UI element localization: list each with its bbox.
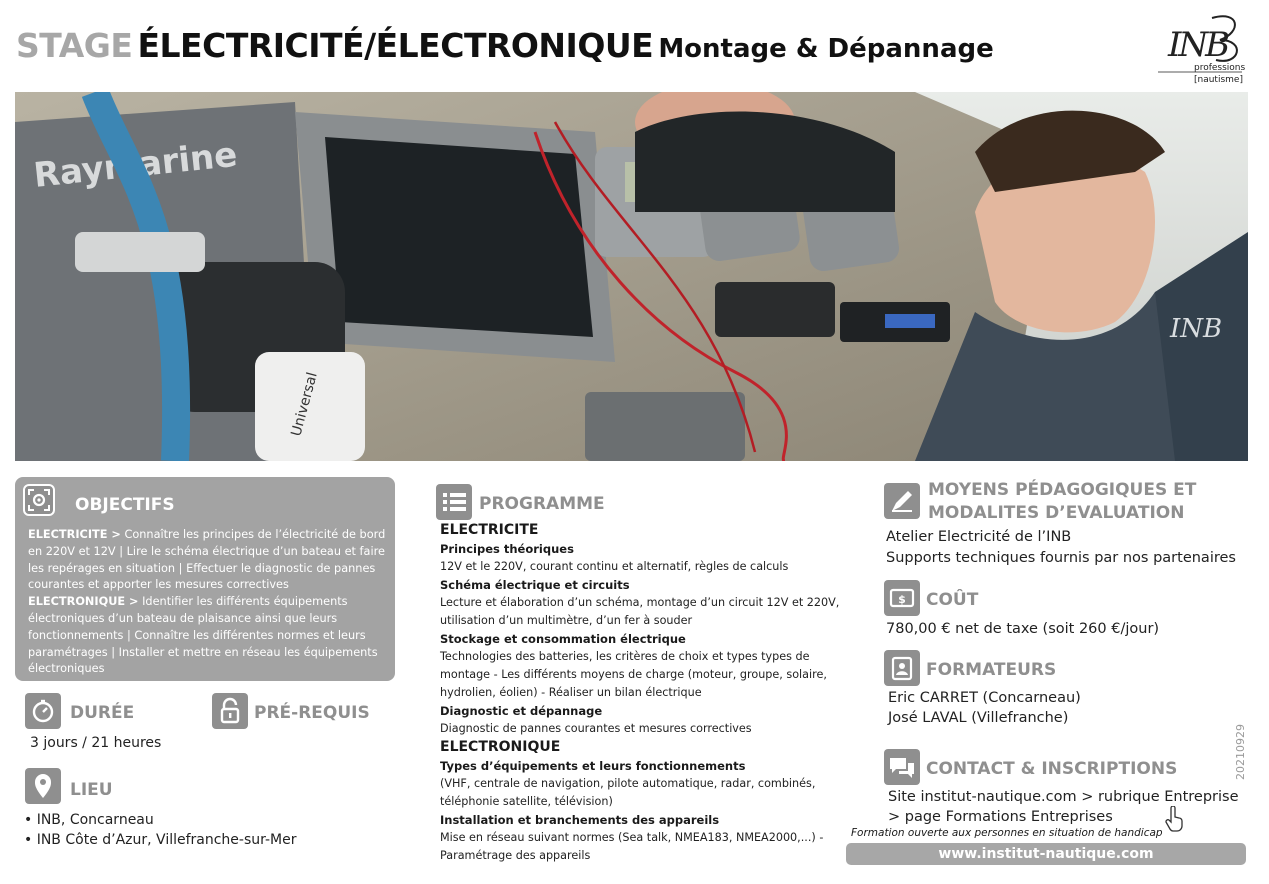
inb-logo xyxy=(1150,10,1250,86)
chat-icon xyxy=(884,749,920,785)
formateur-2: José LAVAL (Villefranche) xyxy=(888,710,1069,726)
objectifs-p2-text: Identifier les différents équipements électroniques d’un bateau de plaisance ainsi que leurs fonctionnements | Connaître les différentes normes et leurs paramétrages | Installer et mettre en réseau les équipements électroniques xyxy=(28,595,378,676)
objectifs-text xyxy=(28,527,394,678)
programme-s4-title: Diagnostic et dépannage xyxy=(440,704,603,718)
lieu-title: LIEU xyxy=(70,780,113,800)
moyens-title-line2: MODALITES D’EVALUATION xyxy=(928,503,1185,523)
programme-s1-text: 12V et le 220V, courant continu et alternatif, règles de calculs xyxy=(440,560,789,573)
programme-s2-title: Schéma électrique et circuits xyxy=(440,578,630,592)
programme-s6-text: Mise en réseau suivant normes (Sea talk, NMEA183, NMEA2000,...) - Paramétrage des appareils xyxy=(440,831,824,862)
stopwatch-icon xyxy=(25,693,61,729)
title-subject: ÉLECTRICITÉ/ÉLECTRONIQUE xyxy=(137,26,654,65)
logo-line1: professions xyxy=(1194,63,1246,73)
programme-s5-title: Types d’équipements et leurs fonctionnements xyxy=(440,759,746,773)
page-title xyxy=(16,26,994,65)
moyens-line1: Atelier Electricité de l’INB xyxy=(886,529,1072,545)
duree-title: DURÉE xyxy=(70,703,135,723)
contact-line2[interactable]: > page Formations Entreprises xyxy=(888,809,1113,825)
list-icon xyxy=(436,484,472,520)
brand-text: Raymarine xyxy=(31,134,240,196)
programme-s2-text: Lecture et élaboration d’un schéma, montage d’un circuit 12V et 220V, utilisation d’un multimètre, d’un fer à souder xyxy=(440,596,840,627)
formateurs-title: FORMATEURS xyxy=(926,660,1057,680)
website-link[interactable]: www.institut-nautique.com xyxy=(846,843,1246,865)
lock-icon xyxy=(212,693,248,729)
document-code: 20210929 xyxy=(1234,724,1247,780)
svg-text:$: $ xyxy=(898,593,906,606)
pen-icon xyxy=(884,483,920,519)
hero-photo xyxy=(15,92,1248,461)
pointer-hand-icon xyxy=(1164,806,1184,832)
cout-title: COÛT xyxy=(926,590,979,610)
programme-s1-title: Principes théoriques xyxy=(440,542,574,556)
lieu-item-2: • INB Côte d’Azur, Villefranche-sur-Mer xyxy=(24,832,297,848)
programme-s5-text: (VHF, centrale de navigation, pilote automatique, radar, combinés, téléphonie satellite, télévision) xyxy=(440,777,816,808)
programme-s4-text: Diagnostic de pannes courantes et mesures correctives xyxy=(440,722,752,735)
duree-value: 3 jours / 21 heures xyxy=(30,735,162,751)
programme-title: PROGRAMME xyxy=(479,494,605,514)
money-icon xyxy=(884,580,920,616)
prerequis-title: PRÉ-REQUIS xyxy=(254,703,370,723)
programme-content xyxy=(440,521,840,865)
objectifs-title: OBJECTIFS xyxy=(75,495,175,515)
objectifs-p1-text: Connaître les principes de l’électricité de bord en 220V et 12V | Lire le schéma électrique d’un bateau et faire les repérages en situation | Effectuer le diagnostic de pannes courantes et apporter les mesures correctives xyxy=(28,528,386,592)
programme-electricite: ELECTRICITE xyxy=(440,522,539,538)
objectifs-p1-lead: ELECTRICITE > xyxy=(28,528,121,541)
objectifs-p2-lead: ELECTRONIQUE > xyxy=(28,595,139,609)
sticker-text: Universal xyxy=(288,370,321,439)
programme-electronique: ELECTRONIQUE xyxy=(440,739,561,755)
badge-icon xyxy=(884,650,920,686)
contact-line1[interactable]: Site institut-nautique.com > rubrique Entreprise xyxy=(888,789,1239,805)
title-subtitle: Montage & Dépannage xyxy=(658,34,994,64)
logo-letters: INB xyxy=(1168,25,1228,65)
location-pin-icon xyxy=(25,768,61,804)
moyens-title-line1: MOYENS PÉDAGOGIQUES ET xyxy=(928,480,1197,500)
programme-s3-title: Stockage et consommation électrique xyxy=(440,632,686,646)
programme-s3-text: Technologies des batteries, les critères de choix et types types de montage - Les différents moyens de charge (moteur, groupe, solaire, hydrolien, éolien) - Réaliser un bilan électrique xyxy=(440,650,827,699)
formateur-1: Eric CARRET (Concarneau) xyxy=(888,690,1081,706)
vest-logo: INB xyxy=(1170,314,1223,344)
programme-s6-title: Installation et branchements des appareils xyxy=(440,813,720,827)
cout-value: 780,00 € net de taxe (soit 260 €/jour) xyxy=(886,621,1160,637)
title-stage: STAGE xyxy=(16,26,133,65)
logo-line2: [nautisme] xyxy=(1194,75,1243,85)
inb-logo-graphic xyxy=(1150,10,1250,86)
workshop-photo xyxy=(15,92,1248,461)
lieu-item-1: • INB, Concarneau xyxy=(24,812,154,828)
moyens-line2: Supports techniques fournis par nos partenaires xyxy=(886,550,1236,566)
target-icon xyxy=(23,484,55,516)
contact-title: CONTACT & INSCRIPTIONS xyxy=(926,759,1178,779)
handicap-note: Formation ouverte aux personnes en situation de handicap xyxy=(851,827,1163,839)
